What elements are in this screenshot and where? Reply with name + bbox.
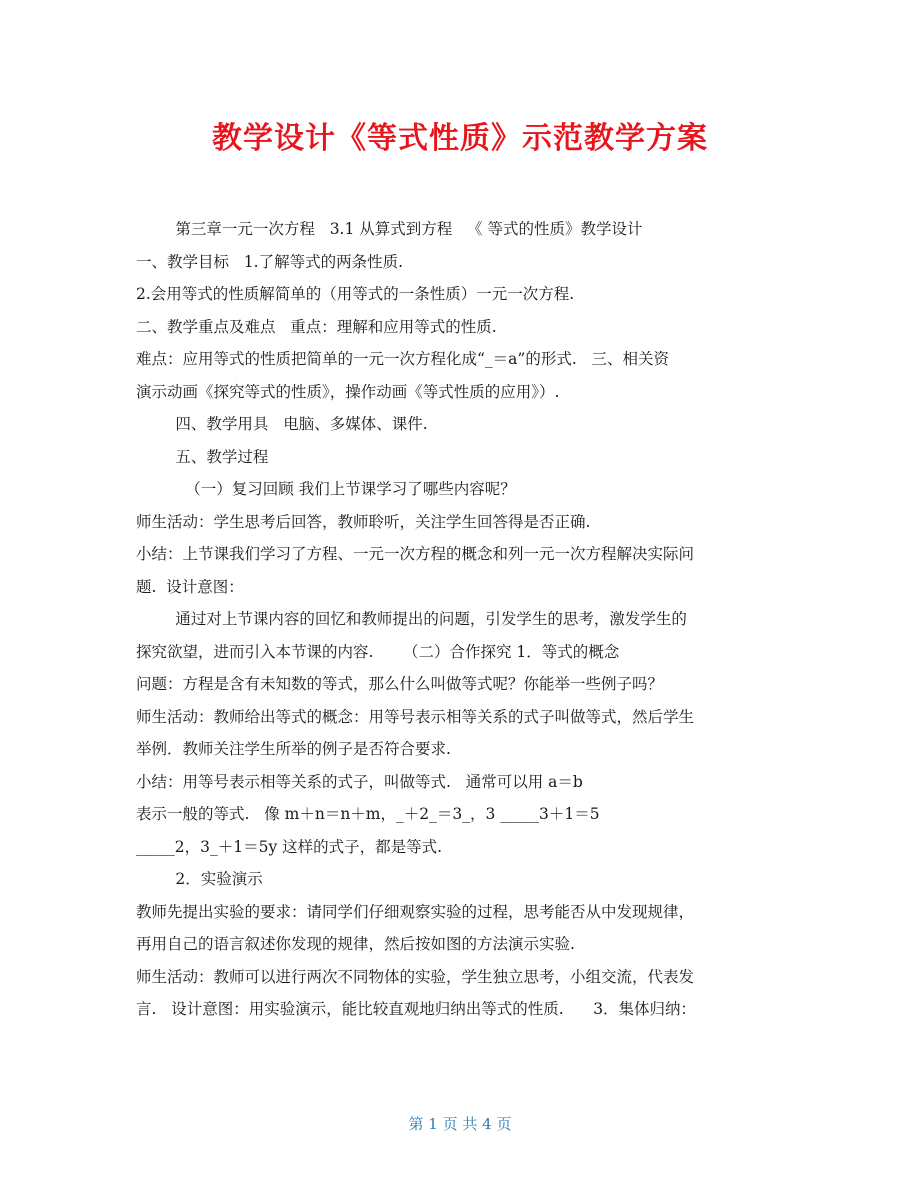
body-line: 再用自己的语言叙述你发现的规律，然后按如图的方法演示实验. xyxy=(136,935,575,953)
document-body xyxy=(136,213,786,1026)
body-line: 言. 设计意图：用实验演示，能比较直观地归纳出等式的性质. 3．集体归纳： xyxy=(136,1000,697,1018)
body-line: 四、教学用具 电脑、多媒体、课件. xyxy=(136,415,428,433)
body-line: 小结：用等号表示相等关系的式子，叫做等式. 通常可以用 a＝b xyxy=(136,772,583,791)
body-line: 通过对上节课内容的回忆和教师提出的问题，引发学生的思考，激发学生的 xyxy=(136,610,687,628)
body-line: 教师先提出实验的要求：请同学们仔细观察实验的过程，思考能否从中发现规律， xyxy=(136,902,695,921)
body-line: （一）复习回顾 我们上节课学习了哪些内容呢？ xyxy=(136,480,516,498)
body-line: 演示动画《探究等式的性质》，操作动画《等式性质的应用》）. xyxy=(136,382,560,401)
body-line: 2．实验演示 xyxy=(136,870,263,888)
body-line: 2.会用等式的性质解简单的（用等式的一条性质）一元一次方程. xyxy=(136,285,575,303)
page-number-footer: 第 1 页 共 4 页 xyxy=(408,1115,512,1133)
body-line: 举例．教师关注学生所举的例子是否符合要求. xyxy=(136,740,451,758)
body-line: 第三章一元一次方程 3.1 从算式到方程 《 等式的性质》教学设计 xyxy=(136,220,643,238)
document-title: 教学设计《等式性质》示范教学方案 xyxy=(212,121,708,156)
body-line: 小结：上节课我们学习了方程、一元一次方程的概念和列一元一次方程解决实际问 xyxy=(136,545,695,563)
body-line: 难点：应用等式的性质把简单的一元一次方程化成“_＝a”的形式. 三、相关资 xyxy=(136,350,670,368)
body-line: 探究欲望，进而引入本节课的内容. （二）合作探究 1．等式的概念 xyxy=(136,642,620,661)
body-line: _____2，3_＋1＝5y 这样的式子，都是等式. xyxy=(136,837,443,856)
body-line: 五、教学过程 xyxy=(136,447,269,466)
body-line: 师生活动：学生思考后回答，教师聆听，关注学生回答得是否正确. xyxy=(136,512,591,531)
body-line: 师生活动：教师给出等式的概念：用等号表示相等关系的式子叫做等式，然后学生 xyxy=(136,707,695,726)
body-line: 一、教学目标 1.了解等式的两条性质. xyxy=(136,252,403,271)
body-line: 师生活动：教师可以进行两次不同物体的实验，学生独立思考，小组交流，代表发 xyxy=(136,967,695,986)
body-line: 问题：方程是含有未知数的等式，那么什么叫做等式呢？你能举一些例子吗？ xyxy=(136,675,664,693)
body-line: 表示一般的等式. 像 m＋n＝n＋m，_＋2_＝3_，3 _____3＋1＝5 xyxy=(136,805,600,823)
body-line: 二、教学重点及难点 重点：理解和应用等式的性质. xyxy=(136,317,497,336)
body-line: 题. 设计意图： xyxy=(136,577,244,596)
